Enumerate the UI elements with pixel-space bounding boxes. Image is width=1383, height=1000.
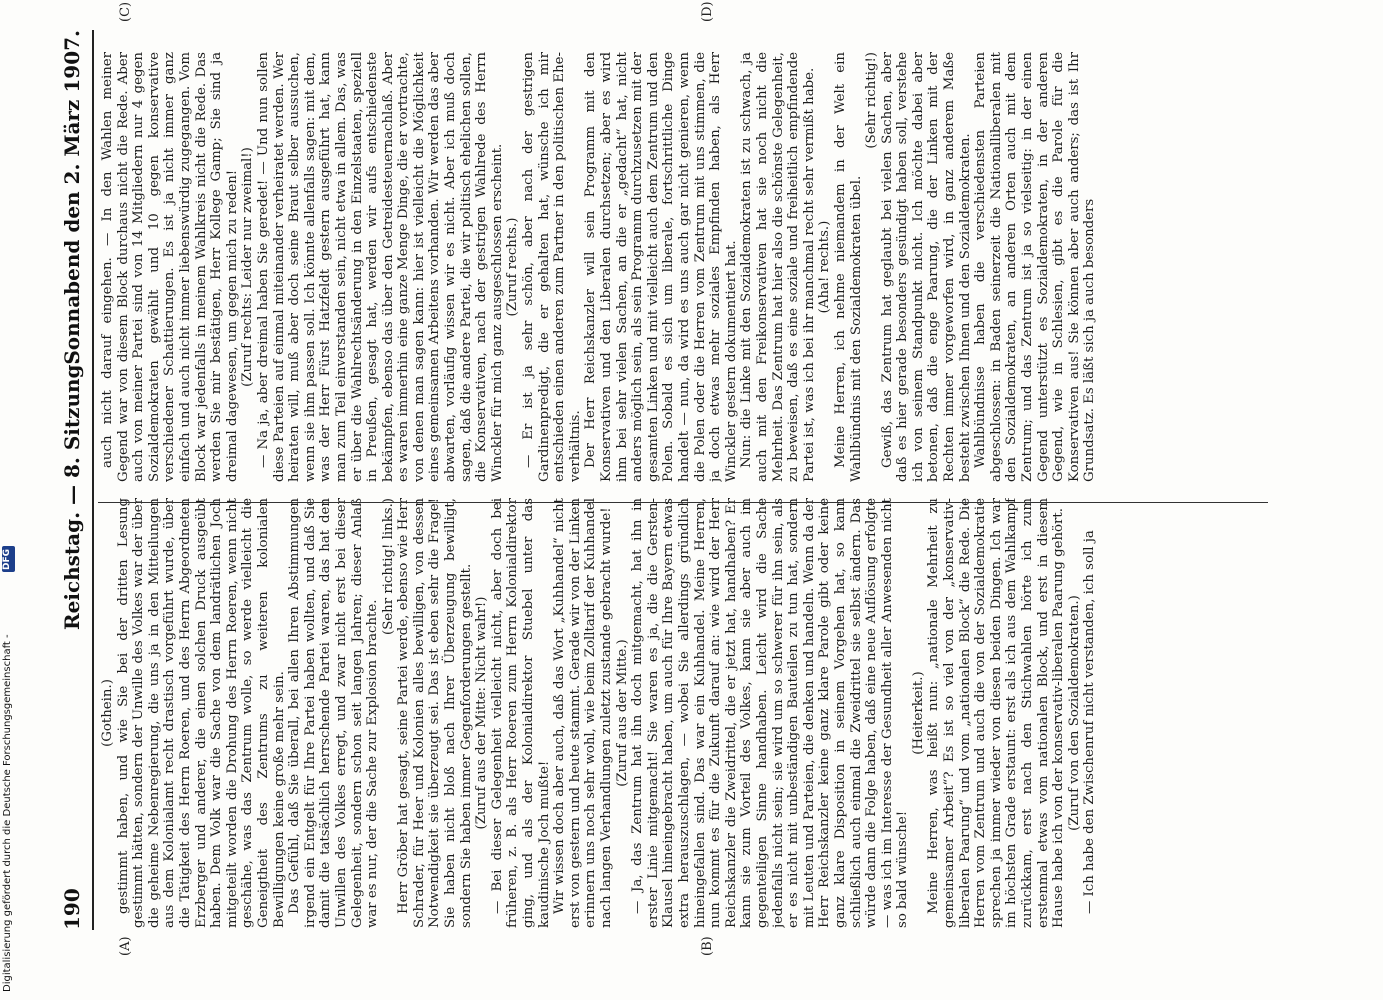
paragraph: Meine Herren, ich nehme niemandem in der Welt ein Wahlbündnis mit den Sozialdemokraten übel. bbox=[832, 52, 864, 482]
paragraph: — Er ist ja sehr schön, aber nach der gestrigen Gardinenpredigt, die er gehalten hat, wünsche ich mir entschieden einen anderen zum Partner in den politischen Ehe-verhältnis. bbox=[521, 52, 583, 482]
left-text-column bbox=[100, 498, 1260, 928]
paragraph: — Na ja, aber dreimal haben Sie geredet! — Und nun sollen diese Parteien auf einmal miteinander verheiratet werden. Wer heiraten will, muß aber doch seine Braut selber aussuchen, wenn sie ihm passen soll. Ich könnte allenfalls sagen: mit dem, was der Herr Fürst Hatzfeldt gestern ausgeführt hat, kann man zum Teil einverstanden sein, nicht etwa in allem. Das, was er über die Wahlrechtsänderung in den Einzelstaaten, speziell in Preußen, gesagt hat, werden wir aufs entschiedenste bekämpfen, ebenso das über den Getreidesteuernachlaß. Aber es waren immerhin eine ganze Menge Dinge, die er vortrachte, von denen man sagen kann: hier ist vielleicht die Möglichkeit eines gemeinsamen Arbeitens vorhanden. Wir werden das aber abwarten, vorläufig wissen wir es nicht. Aber ich muß doch sagen, daß die andere Partei, die wir politisch ehelichen sollen, die Konservativen, nach der gestrigen Wahlrede des Herrn Winckler für mich ganz ausgeschlossen erscheint. bbox=[255, 52, 505, 482]
margin-marker-c: (C) bbox=[118, 1, 133, 22]
page-number: 190 bbox=[60, 888, 84, 930]
column-divider bbox=[98, 502, 1268, 503]
interjection: (Zuruf aus der Mitte: Nicht wahr!) bbox=[474, 596, 490, 830]
interjection: (Aha! rechts.) bbox=[817, 220, 833, 314]
right-text-column bbox=[100, 52, 1260, 482]
paragraph: Gewiß, das Zentrum hat geglaubt bei vielen Sachen, aber daß es hier gerade besonders gesündigt haben soll, verstehe ich von seinem Standpunkt nicht. Ich möchte dabei aber betonen, daß die enge Paarung, die der Linken mit der Rechten immer vorgeworfen wird, in ganz anderem Maße besteht zwischen Ihnen und den Sozialdemokraten. bbox=[879, 52, 973, 482]
interjection: (Zuruf von den Sozialdemokraten.) bbox=[1066, 595, 1082, 831]
margin-marker-d: (D) bbox=[700, 1, 715, 22]
session-date: Sonnabend den 2. März 1907. bbox=[60, 30, 84, 365]
paragraph: Wahlbündnisse haben die verschiedensten Parteien abgeschlossen: in Baden seinerzeit die Nationalliberalen mit den Sozialdemokraten, an anderen Orten auch mit dem Zentrum; und das Zentrum ist ja so vielseitig: in der einen Gegend unterstützt es Sozialdemokraten, in der anderen Gegend, wie in Schlesien, gibt es die Parole für die Konservativen aus! Sie können aber auch anders; das ist Ihr Grundsatz. Es läßt sich ja auch besonders bbox=[973, 52, 1098, 482]
margin-marker-b: (B) bbox=[700, 936, 715, 956]
paragraph: Wir wissen doch aber auch, daß das Wort „Kuhhandel“ nicht erst von gestern und heute stammt. Gerade wir von der Linken erinnern uns noch sehr wohl, wie beim Zolltarif der Kuhhandel nach langen Verhandlungen zuletzt zustande gebracht wurde! bbox=[552, 498, 614, 928]
interjection: (Gothein.) bbox=[100, 679, 115, 747]
paragraph: Meine Herren, was heißt nun: „nationale Mehrheit zu gemeinsamer Arbeit“? Es ist so viel von der „konservativ-liberalen Paarung“ und vom „nationalen Block“ die Rede. Die Herren vom Zentrum und auch die von der Sozialdemokratie sprechen ja immer wieder von diesen beiden Dingen. Ich war im höchsten Grade erstaunt: erst als ich aus dem Wahlkampf zurückkam, erst nach den Stichwahlen hörte ich zum erstenmal etwas vom nationalen Block, und erst in diesem Hause habe ich von der konservativ-liberalen Paarung gehört. bbox=[926, 498, 1067, 928]
interjection: (Heiterkeit.) bbox=[910, 671, 926, 755]
page-header bbox=[52, 30, 94, 930]
interjection: (Zuruf rechts.) bbox=[505, 217, 521, 317]
dfg-logo-icon: DFG bbox=[2, 546, 15, 572]
interjection: (Zuruf rechts: Leider nur zweimal!) bbox=[240, 147, 256, 387]
interjection: (Zuruf aus der Mitte.) bbox=[614, 639, 630, 787]
paragraph: Der Herr Reichskanzler will sein Programm mit den Konservativen und den Liberalen durchsetzen; aber es wird ihm bei sehr vielen Sachen, an die er „gedacht“ hat, nicht anders möglich sein, als sein Programm durchzusetzen mit der gesamten Linken und mit vielleicht auch dem Zentrum und den Polen. Sobald es sich um liberale, fortschrittliche Dinge handelt — nun, da wird es uns auch gar nicht genieren, wenn die Polen oder die Herren vom Zentrum mit uns stimmen, die ja doch etwas mehr soziales Empfinden haben, als Herr Winckler gestern dokumentiert hat. bbox=[583, 52, 739, 482]
paragraph: Nun: die Linke mit den Sozialdemokraten ist zu schwach, ja auch mit den Freikonservativen hat sie noch nicht die Mehrheit. Das Zentrum hat hier also die schönste Gelegenheit, zu beweisen, daß es eine soziale und freiheitlich empfindende Partei ist, was ich bei ihr manchmal recht sehr vermißt habe. bbox=[739, 52, 817, 482]
paragraph: — Ja, das Zentrum hat ihn doch mitgemacht, hat ihn in erster Linie mitgemacht! Sie waren es ja, die die Gersten-Klausel hineingebracht haben, um auch für Ihre Bayern etwas extra herauszuschlagen, — wobei Sie allerdings gründlich hineingefallen sind. Das war ein Kuhhandel. Meine Herren, nun kommt es für die Zukunft darauf an: wie wird der Herr Reichskanzler die Zweidrittel, die er jetzt hat, handhaben? Er kann sie zum Vorteil des Volkes, kann sie aber auch im gegenteiligen Sinne handhaben. Leicht wird die Sache jedenfalls nicht sein; sie wird um so schwerer für ihn sein, als er es nicht mit unbeständigen Bauteilen zu tun hat, sondern mit Leuten und Parteien, die denken und handeln. Wenn da der Herr Reichskanzler keine ganz klare Parole gibt oder keine ganz klare Disposition in seinem Vorgehen hat, so kann schließlich auch einmal die Zweidrittel sie selbst ändern. Das würde dann die Folge haben, daß eine neue Auflösung erfolgte — was ich im Interesse der Gesundheit aller Anwesenden nicht so bald wünsche! bbox=[630, 498, 911, 928]
dfg-credit-text: Digitalisierung gefördert durch die Deutsche Forschungsgemeinschaft - bbox=[2, 634, 13, 992]
interjection: (Sehr richtig!) bbox=[864, 52, 880, 149]
running-title: Reichstag. — 8. Sitzung. bbox=[60, 357, 84, 630]
interjection: (Sehr richtig! links.) bbox=[380, 498, 396, 635]
paragraph: Herr Gröber hat gesagt, seine Partei werde, ebenso wie Herr Schrader, für Heer und Kolonien alles bewilligen, von dessen Notwendigkeit sie überzeugt sei. Das ist eben sehr die Frage! Sie haben nicht bloß nach Ihrer Überzeugung bewilligt, sondern Sie haben immer Gegenforderungen gestellt. bbox=[396, 498, 474, 928]
margin-marker-a: (A) bbox=[118, 936, 133, 956]
paragraph: Das Gefühl, daß Sie überall, bei allen Ihren Abstimmungen irgend ein Entgelt für Ihre Partei haben wollten, und daß Sie damit die tatsächlich herrschende Partei waren, das hat den Unwillen des Volkes erregt, und zwar nicht erst bei dieser Gelegenheit, sondern schon seit langen Jahren; dieser Anlaß war es nur, der die Sache zur Explosion brachte. bbox=[287, 498, 381, 928]
credit-strip bbox=[0, 0, 16, 1000]
paragraph: — Bei dieser Gelegenheit vielleicht nicht, aber doch bei früheren, z. B. als Herr Roeren zum Herrn Kolonialdirektor ging, und als der Kolonialdirektor Stuebel unter das kaudinische Joch mußte! bbox=[489, 498, 552, 928]
paragraph: — Ich habe den Zwischenruf nicht verstanden, ich soll ja bbox=[1082, 530, 1098, 914]
paragraph: gestimmt haben, und wie Sie bei der dritten Lesung gestimmt hätten, sondern der Unwille des Volkes war der über die geheime Nebenregierung, die uns ja in den Mitteilungen aus dem Kolonialamt recht drastisch vorgeführt wurde, über die Tätigkeit des Herrn Roeren, und des Herrn Abgeordneten Erzberger und anderer, die einen solchen Druck ausgeübt haben. Dem Volk war die Sache von dem landrätlichen Joch mitgeteilt worden die Drohung des Herrn Roeren, wenn nicht geschähe, was das Zentrum wolle, so werde vielleicht die Geneigtheit des Zentrums zu weiteren kolonialen Bewilligungen keine große mehr sein. bbox=[115, 498, 287, 928]
footer-credit bbox=[2, 0, 16, 992]
paragraph: auch nicht darauf eingehen. — In den Wahlen meiner Gegend war von diesem Block durchaus nicht die Rede. Aber auch von meiner Partei sind von 14 Mitgliedern nur 4 gegen Sozialdemokraten gewählt und 10 gegen konservative verschiedener Schattierungen. Es ist ja nicht immer ganz einfach und auch nicht immer liebenswürdig zugegangen. Vom Block war jedenfalls in meinem Wahlkreis nicht die Rede. Das werden Sie mir bestätigen, Herr Kollege Gamp; Sie sind ja dreimal dagewesen, um gegen mich zu reden! bbox=[100, 52, 240, 482]
